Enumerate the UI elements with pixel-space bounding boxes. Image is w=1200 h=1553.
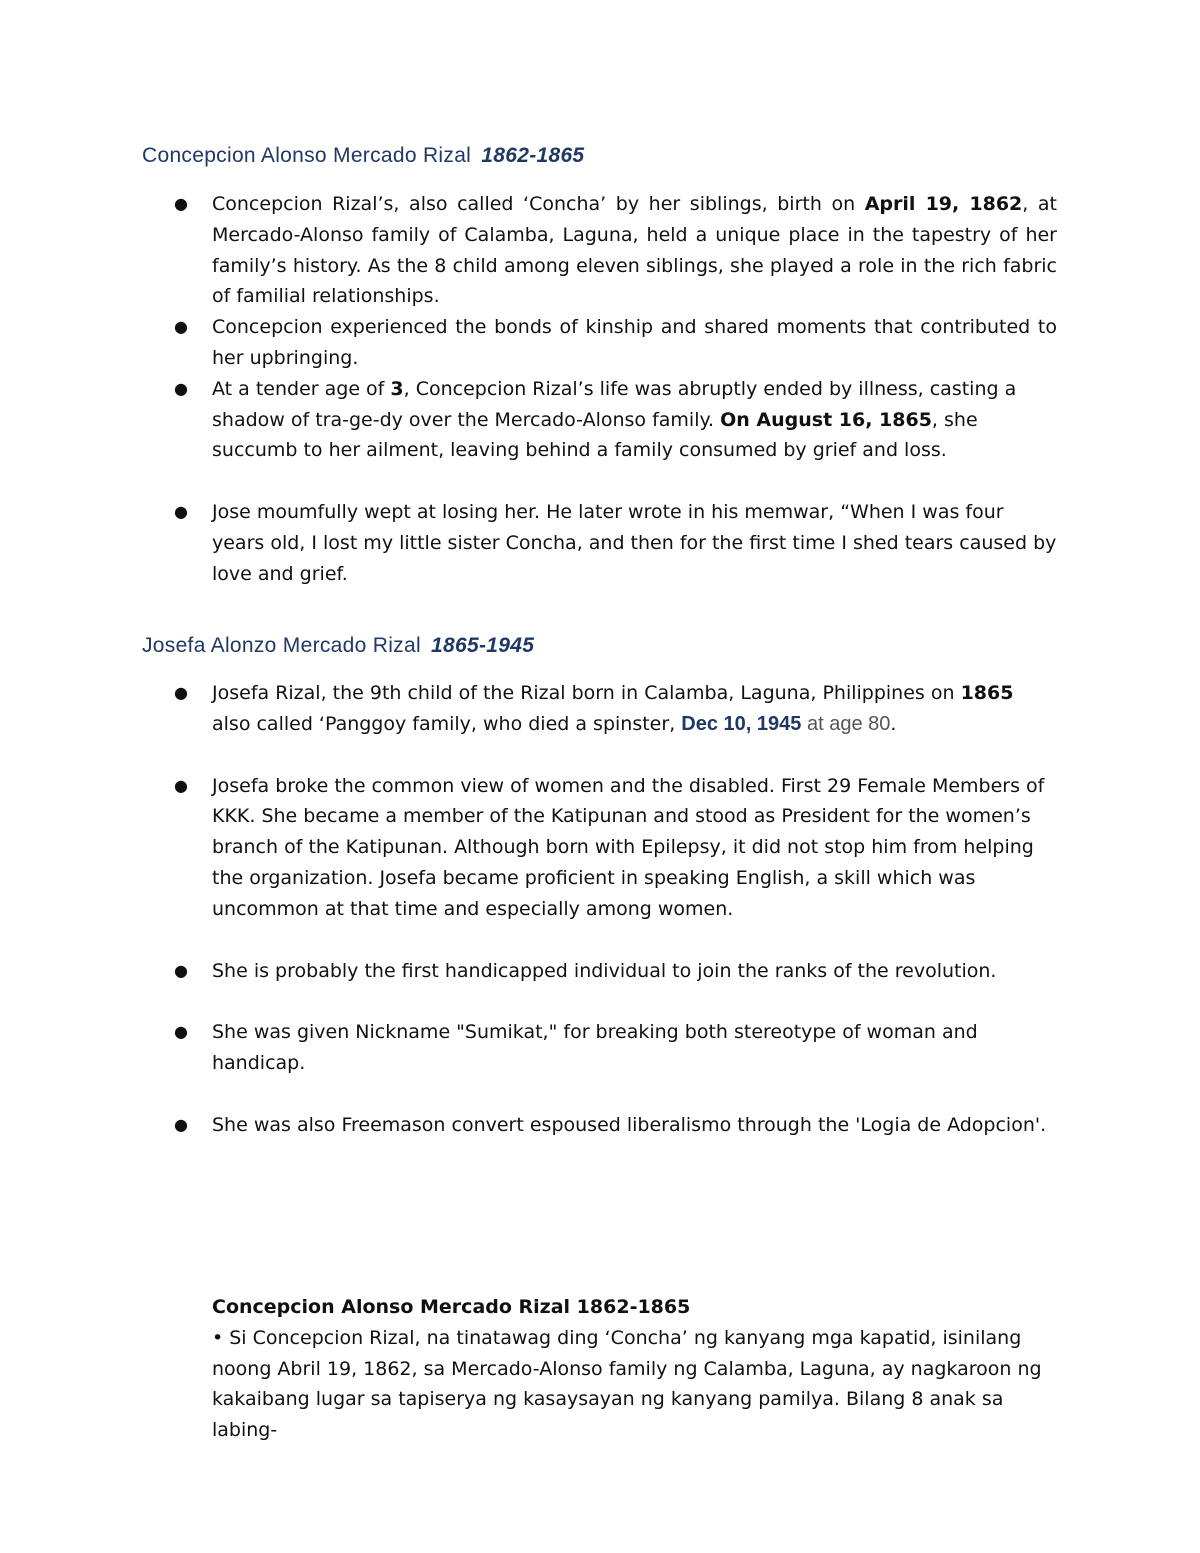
bullet-icon: ● <box>174 775 188 795</box>
josefa-bullet-list <box>174 678 1057 1141</box>
heading-name: Josefa Alonzo Mercado Rizal <box>142 634 421 657</box>
list-item: ● Jose moumfully wept at losing her. He later wrote in his memwar, “When I was four years old, I lost my little sister Concha, and then for the first time I shed tears caused by love and grief. <box>212 497 1057 589</box>
heading-years: 1865-1945 <box>431 634 535 657</box>
list-item: ● She was also Freemason convert espoused liberalismo through the 'Logia de Adopcion'. <box>212 1110 1057 1141</box>
section-heading-josefa <box>142 634 534 658</box>
list-item: ● She was given Nickname "Sumikat," for breaking both stereotype of woman and handicap. <box>212 1017 1057 1079</box>
bullet-icon: ● <box>174 1022 188 1042</box>
list-item: ● Josefa broke the common view of women and the disabled. First 29 Female Members of KKK. She became a member of the Katipunan and stood as President for the women’s branch of the Katipunan. Although born with Epilepsy, it did not stop him from helping the organization. Josefa became proficient in speaking English, a skill which was uncommon at that time and especially among women. <box>212 771 1057 925</box>
bullet-icon: ● <box>174 502 188 522</box>
bullet-icon: ● <box>174 1114 188 1134</box>
translation-title: Concepcion Alonso Mercado Rizal 1862-1865 <box>212 1296 691 1318</box>
bullet-icon: ● <box>174 960 188 980</box>
translation-paragraph: • Si Concepcion Rizal, na tinatawag ding ‘Concha’ ng kanyang mga kapatid, isinilang noong Abril 19, 1862, sa Mercado-Alonso family ng Calamba, Laguna, ay nagkaroon ng kakaibang lugar sa tapiserya ng kasaysayan ng kanyang pamilya. Bilang 8 anak sa labing- <box>212 1326 1042 1442</box>
concepcion-bullet-list <box>174 189 1057 590</box>
bullet-icon: ● <box>174 378 188 398</box>
heading-years: 1862-1865 <box>481 144 585 167</box>
list-item: ● She is probably the first handicapped individual to join the ranks of the revolution. <box>212 956 1057 987</box>
section-heading-concepcion <box>142 144 584 168</box>
bullet-icon: ● <box>174 194 188 213</box>
translation-block <box>212 1292 1052 1446</box>
list-item: ● At a tender age of 3, Concepcion Rizal’s life was abruptly ended by illness, casting a shadow of tra-ge-dy over the Mercado-Alonso family. On August 16, 1865, she succumb to her ailment, leaving behind a family consumed by grief and loss. <box>212 374 1057 466</box>
list-item: ● Concepcion Rizal’s, also called ‘Concha’ by her siblings, birth on April 19, 1862, at Mercado-Alonso family of Calamba, Laguna, held a unique place in the tapestry of her family’s history. As the 8 child among eleven siblings, she played a role in the rich fabric of familial relationships. <box>212 189 1057 312</box>
list-item: ● Josefa Rizal, the 9th child of the Rizal born in Calamba, Laguna, Philippines on 1865 also called ‘Panggoy family, who died a spinster, Dec 10, 1945 at age 80. <box>212 678 1057 740</box>
heading-name: Concepcion Alonso Mercado Rizal <box>142 144 472 167</box>
bullet-icon: ● <box>174 683 188 702</box>
list-item: ● Concepcion experienced the bonds of kinship and shared moments that contributed to her upbringing. <box>212 312 1057 374</box>
bullet-icon: ● <box>174 317 188 337</box>
